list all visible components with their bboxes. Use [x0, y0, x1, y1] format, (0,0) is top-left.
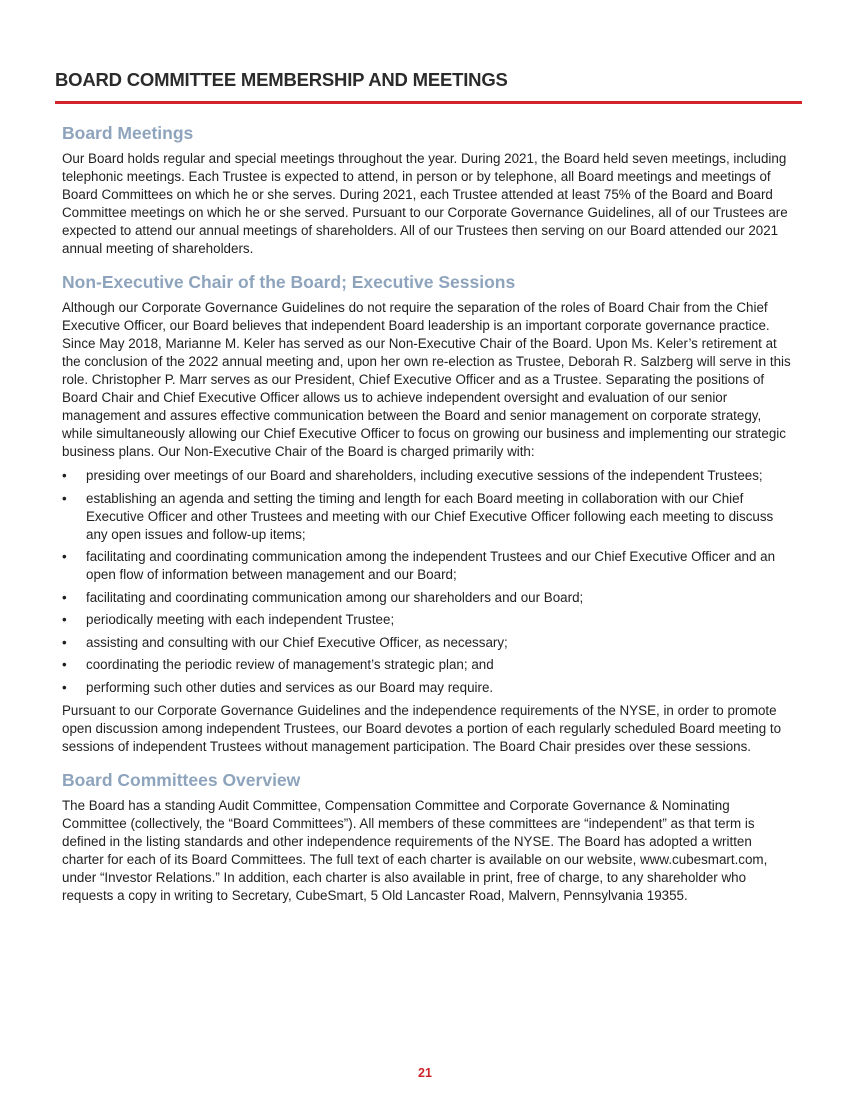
section-heading-committees: Board Committees Overview: [62, 769, 301, 790]
list-item: • facilitating and coordinating communication among our shareholders and our Board;: [62, 589, 584, 605]
bullet-icon: •: [62, 657, 67, 672]
chair-paragraph: Although our Corporate Governance Guidelines do not require the separation of the roles of Board Chair from the Chief Executive Officer, our Board believes that independent Board leadership is an important corporate governance practice. Since May 2018, Marianne M. Keler has served as our Non-Executive Chair of the Board. Upon Ms. Keler’s retirement at the conclusion of the 2022 annual meeting and, upon her own re-election as Trustee, Deborah R. Salzberg will serve in this role. Christopher P. Marr serves as our President, Chief Executive Officer and as a Trustee. Separating the positions of Board Chair and Chief Executive Officer allows us to achieve independent oversight and evaluation of our senior management and assures effective communication between the Board and senior management on corporate strategy, while simultaneously allowing our Chief Executive Officer to focus on growing our business and implementing our strategic business plans. Our Non-Executive Chair of the Board is charged primarily with:: [62, 300, 791, 459]
section-heading-board-meetings: Board Meetings: [62, 123, 194, 143]
list-item: • establishing an agenda and setting the timing and length for each Board meeting in collaboration with our Chief Executive Officer and other Trustees and meeting with our Chief Executive Officer following each meeting to discuss any open issues and follow-up items;: [62, 490, 774, 542]
list-item: • presiding over meetings of our Board and shareholders, including executive sessions of the independent Trustees;: [62, 468, 763, 483]
list-item: • facilitating and coordinating communication among the independent Trustees and our Chief Executive Officer and an open flow of information between management and our Board;: [62, 549, 776, 582]
section-board-committees: [62, 767, 794, 905]
bullet-icon: •: [62, 468, 67, 483]
list-item: • assisting and consulting with our Chief Executive Officer, as necessary;: [62, 634, 508, 650]
section-board-meetings: [62, 120, 794, 258]
bullet-icon: •: [62, 589, 67, 605]
list-item: • periodically meeting with each independent Trustee;: [62, 612, 395, 627]
section-heading-chair: Non-Executive Chair of the Board; Executive Sessions: [62, 272, 516, 292]
page-number: 21: [418, 1066, 432, 1080]
list-item: • performing such other duties and services as our Board may require.: [62, 679, 494, 695]
list-item: • coordinating the periodic review of management’s strategic plan; and: [62, 657, 494, 672]
bullet-icon: •: [62, 612, 67, 627]
bullet-icon: •: [62, 490, 67, 506]
executive-sessions-paragraph: Pursuant to our Corporate Governance Guidelines and the independence requirements of the NYSE, in order to promote open discussion among independent Trustees, our Board devotes a portion of each regularly scheduled Board meeting to sessions of independent Trustees without management participation. The Board Chair presides over these sessions.: [62, 702, 782, 754]
bullet-icon: •: [62, 679, 67, 695]
bullet-icon: •: [62, 549, 67, 564]
page-title: BOARD COMMITTEE MEMBERSHIP AND MEETINGS: [55, 69, 508, 90]
board-meetings-paragraph: Our Board holds regular and special meetings throughout the year. During 2021, the Board held seven meetings, including telephonic meetings. Each Trustee is expected to attend, in person or by telephone, all Board meetings and meetings of Board Committees on which he or she serves. During 2021, each Trustee attended at least 75% of the Board and Board Committee meetings on which he or she served. Pursuant to our Corporate Governance Guidelines, all of our Trustees are expected to attend our annual meetings of shareholders. All of our Trustees then serving on our Board attended our 2021 annual meeting of shareholders.: [62, 151, 788, 256]
page-header: [55, 68, 802, 92]
main-content: [62, 120, 794, 916]
section-non-executive-chair: [62, 269, 794, 756]
bullet-icon: •: [62, 634, 67, 650]
committees-paragraph: The Board has a standing Audit Committee, Compensation Committee and Corporate Governance & Nominating Committee (collectively, the “Board Committees”). All members of these committees are “independent” as that term is defined in the listing standards and other independence requirements of the NYSE. The Board has adopted a written charter for each of its Board Committees. The full text of each charter is available on our website, www.cubesmart.com, under “Investor Relations.” In addition, each charter is also available in print, free of charge, to any shareholder who requests a copy in writing to Secretary, CubeSmart, 5 Old Lancaster Road, Malvern, Pennsylvania 19355.: [62, 797, 768, 903]
chair-duties-list: [62, 467, 794, 697]
header-divider: [55, 101, 802, 104]
